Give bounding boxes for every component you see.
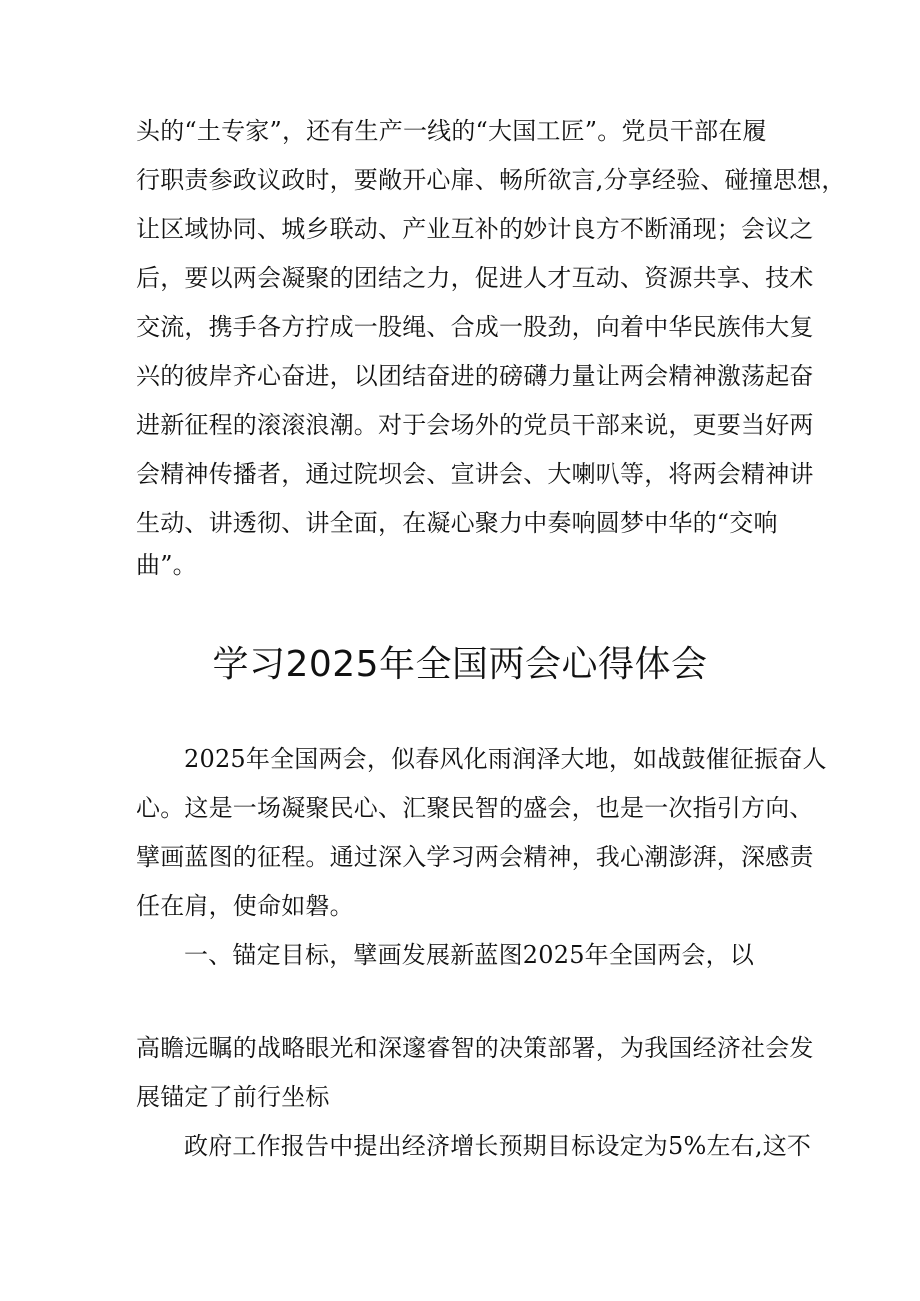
paragraph-1-line-10: 曲”。 <box>136 551 197 579</box>
paragraph-1-line-9: 生动、讲透彻、讲全面，在凝心聚力中奏响圆梦中华的“交响 <box>136 509 778 537</box>
paragraph-4-line-1: 政府工作报告中提出经济增长预期目标设定为5%左右,这不 <box>184 1132 812 1160</box>
paragraph-2-line-3: 擘画蓝图的征程。通过深入学习两会精神，我心潮澎湃，深感责 <box>136 843 814 871</box>
paragraph-1-line-4: 后，要以两会凝聚的团结之力，促进人才互动、资源共享、技术 <box>136 264 814 292</box>
paragraph-1-line-8: 会精神传播者，通过院坝会、宣讲会、大喇叭等，将两会精神讲 <box>136 460 814 488</box>
paragraph-1-line-3: 让区域协同、城乡联动、产业互补的妙计良方不断涌现；会议之 <box>136 215 814 243</box>
paragraph-1-line-7: 进新征程的滚滚浪潮。对于会场外的党员干部来说，更要当好两 <box>136 411 814 439</box>
paragraph-1-line-6: 兴的彼岸齐心奋进，以团结奋进的磅礴力量让两会精神激荡起奋 <box>136 362 814 390</box>
paragraph-2-line-2: 心。这是一场凝聚民心、汇聚民智的盛会，也是一次指引方向、 <box>136 794 814 822</box>
paragraph-3-line-2: 展锚定了前行坐标 <box>136 1083 330 1111</box>
section-1-heading: 一、锚定目标，擘画发展新蓝图2025年全国两会，以 <box>184 941 755 969</box>
paragraph-1-line-1: 头的“土专家”，还有生产一线的“大国工匠”。党员干部在履 <box>136 117 767 145</box>
paragraph-2-line-4: 任在肩，使命如磐。 <box>136 892 354 920</box>
paragraph-2-line-1: 2025年全国两会，似春风化雨润泽大地，如战鼓催征振奋人 <box>184 745 827 773</box>
paragraph-1-line-2: 行职责参政议政时，要敞开心扉、畅所欲言,分享经验、碰撞思想， <box>136 166 846 194</box>
article-title: 学习2025年全国两会心得体会 <box>212 644 708 685</box>
paragraph-3-line-1: 高瞻远瞩的战略眼光和深邃睿智的决策部署，为我国经济社会发 <box>136 1034 814 1062</box>
paragraph-1-line-5: 交流，携手各方拧成一股绳、合成一股劲，向着中华民族伟大复 <box>136 313 814 341</box>
